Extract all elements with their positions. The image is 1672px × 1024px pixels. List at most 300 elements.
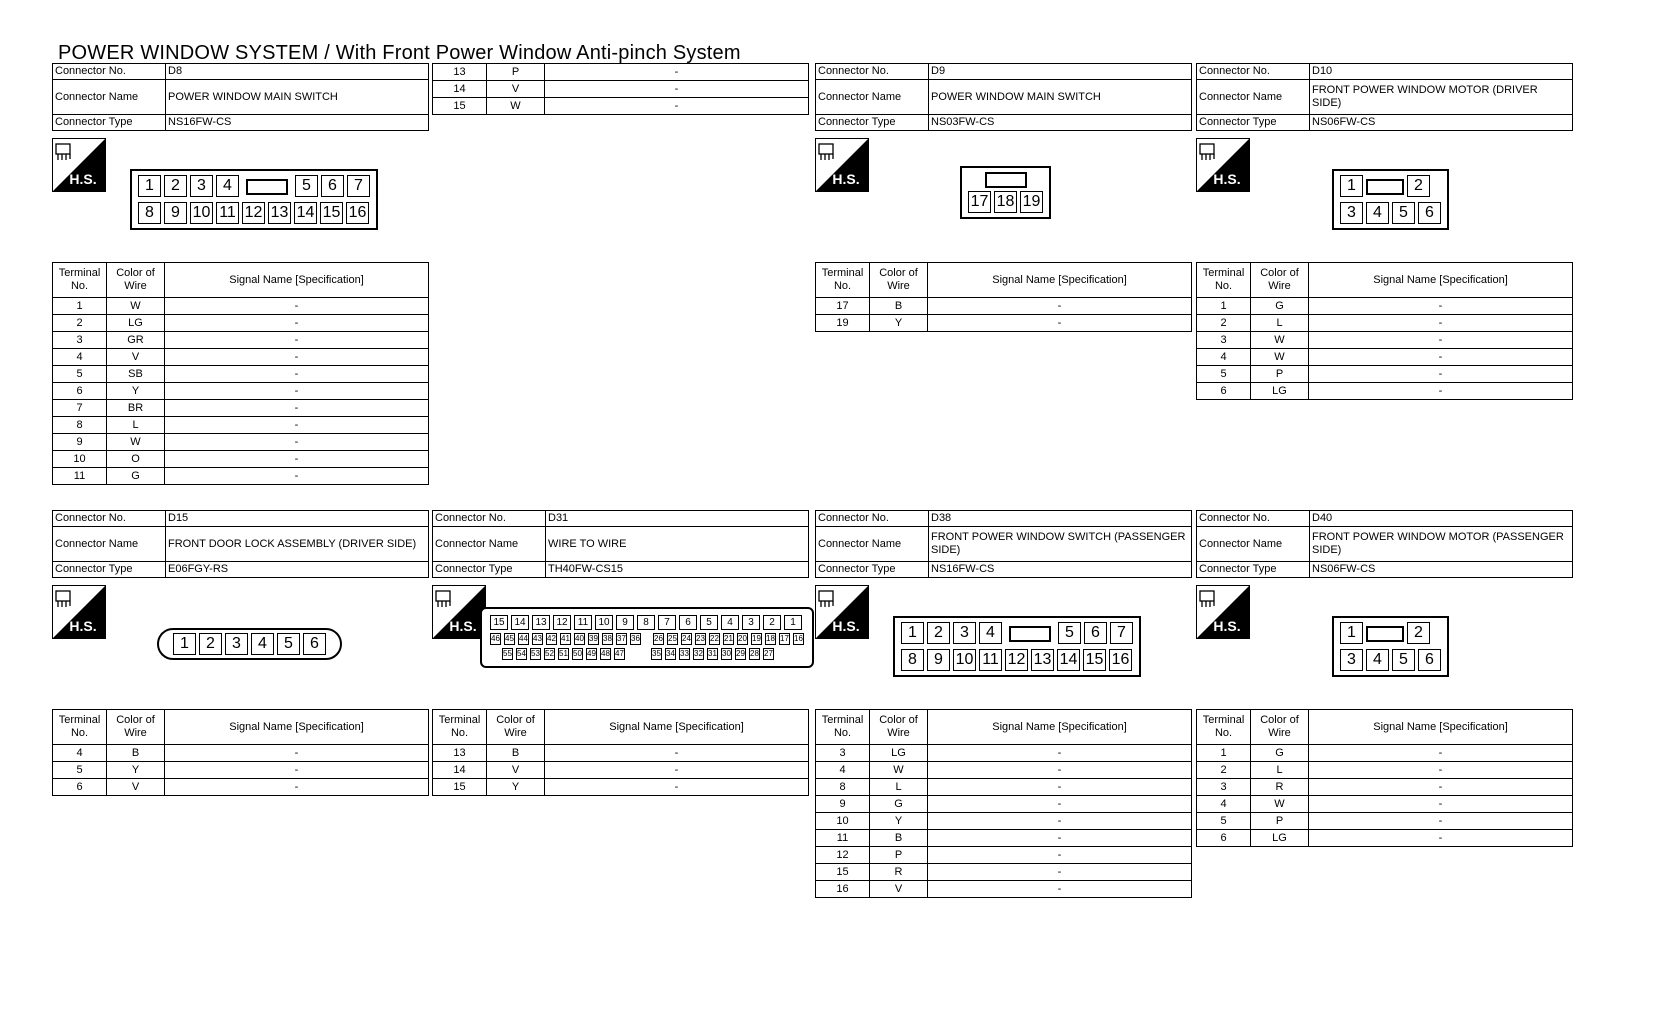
wire-color: B bbox=[107, 745, 165, 762]
connector-pin: 30 bbox=[722, 649, 731, 658]
connector-pin: 41 bbox=[561, 634, 570, 643]
connector-d10-block bbox=[1196, 63, 1573, 400]
wire-color-header: Color of Wire bbox=[870, 710, 928, 745]
wire-color: BR bbox=[107, 400, 165, 417]
connector-pin-row bbox=[490, 633, 804, 645]
connector-no-value: D38 bbox=[929, 511, 1192, 527]
connector-pin: 3 bbox=[190, 175, 213, 197]
signal-name: - bbox=[165, 315, 429, 332]
connector-pin: 55 bbox=[503, 649, 512, 658]
connector-pin: 26 bbox=[654, 634, 663, 643]
connector-d40-block bbox=[1196, 510, 1573, 847]
harness-side-icon bbox=[432, 585, 486, 639]
terminal-no: 1 bbox=[1197, 298, 1251, 315]
connector-name-label: Connector Name bbox=[816, 527, 929, 562]
table-row bbox=[816, 762, 1192, 779]
connector-pin: 13 bbox=[532, 615, 550, 630]
connector-pin: 50 bbox=[573, 649, 582, 658]
signal-name: - bbox=[165, 468, 429, 485]
terminal-header-row bbox=[816, 710, 1192, 745]
terminal-no: 4 bbox=[1197, 349, 1251, 366]
wire-color: P bbox=[1251, 366, 1309, 383]
connector-pin: 5 bbox=[1058, 622, 1081, 644]
connector-pin: 36 bbox=[631, 634, 640, 643]
terminal-no: 8 bbox=[816, 779, 870, 796]
connector-pin: 34 bbox=[666, 649, 675, 658]
header-row bbox=[53, 64, 429, 80]
connector-name-value: FRONT POWER WINDOW MOTOR (DRIVER SIDE) bbox=[1310, 80, 1573, 115]
connector-type-label: Connector Type bbox=[1197, 562, 1310, 578]
connector-pin: 2 bbox=[199, 633, 222, 655]
connector-no-value: D15 bbox=[166, 511, 429, 527]
connector-pin: 32 bbox=[694, 649, 703, 658]
table-row bbox=[816, 779, 1192, 796]
terminal-no: 3 bbox=[1197, 332, 1251, 349]
connector-pin-row bbox=[1340, 649, 1441, 671]
svg-text:H.S.: H.S. bbox=[1213, 618, 1241, 634]
connector-pin: 18 bbox=[766, 634, 775, 643]
connector-pin: 9 bbox=[616, 615, 634, 630]
signal-name: - bbox=[545, 64, 809, 81]
terminal-table bbox=[815, 709, 1192, 898]
terminal-no: 12 bbox=[816, 847, 870, 864]
table-row bbox=[816, 864, 1192, 881]
header-row bbox=[433, 562, 809, 578]
connector-pin: 20 bbox=[738, 634, 747, 643]
terminal-header-row bbox=[1197, 263, 1573, 298]
connector-pin: 31 bbox=[708, 649, 717, 658]
header-row bbox=[816, 511, 1192, 527]
connector-pin: 2 bbox=[164, 175, 187, 197]
table-row bbox=[53, 349, 429, 366]
connector-pin: 11 bbox=[574, 615, 592, 630]
signal-name: - bbox=[1309, 779, 1573, 796]
wire-color: W bbox=[1251, 349, 1309, 366]
wire-color: G bbox=[1251, 745, 1309, 762]
terminal-no: 3 bbox=[816, 745, 870, 762]
page-title: POWER WINDOW SYSTEM / With Front Power Window Anti-pinch System bbox=[58, 42, 741, 64]
connector-pin: 23 bbox=[696, 634, 705, 643]
connector-pin: 10 bbox=[190, 202, 213, 224]
wire-color: B bbox=[487, 745, 545, 762]
connector-pin: 4 bbox=[251, 633, 274, 655]
connector-pin: 19 bbox=[752, 634, 761, 643]
connector-pin: 7 bbox=[1110, 622, 1133, 644]
connector-type-value: NS06FW-CS bbox=[1310, 115, 1573, 131]
connector-pin: 5 bbox=[700, 615, 718, 630]
connector-pin-row bbox=[173, 633, 326, 655]
connector-face bbox=[960, 166, 1051, 219]
header-row bbox=[53, 80, 429, 115]
connector-pin-row bbox=[1340, 175, 1441, 199]
table-row bbox=[816, 847, 1192, 864]
wire-color: L bbox=[1251, 762, 1309, 779]
connector-header-table bbox=[1196, 63, 1573, 131]
terminal-no: 5 bbox=[1197, 813, 1251, 830]
terminal-no: 15 bbox=[433, 98, 487, 115]
wire-color: L bbox=[870, 779, 928, 796]
connector-name-label: Connector Name bbox=[1197, 527, 1310, 562]
harness-side-icon bbox=[52, 585, 106, 639]
connector-pin: 5 bbox=[295, 175, 318, 197]
connector-type-label: Connector Type bbox=[1197, 115, 1310, 131]
header-row bbox=[1197, 527, 1573, 562]
connector-pin: 13 bbox=[1031, 649, 1054, 671]
wire-color: V bbox=[107, 779, 165, 796]
wire-color: LG bbox=[1251, 383, 1309, 400]
connector-d38-block bbox=[815, 510, 1192, 898]
connector-pin: 11 bbox=[979, 649, 1002, 671]
connector-face bbox=[1332, 169, 1449, 230]
connector-header-table bbox=[432, 510, 809, 578]
wire-color: W bbox=[487, 98, 545, 115]
connector-name-label: Connector Name bbox=[53, 527, 166, 562]
signal-name: - bbox=[165, 434, 429, 451]
connector-pin: 16 bbox=[1109, 649, 1132, 671]
connector-illustration-area bbox=[52, 578, 429, 709]
table-row bbox=[433, 745, 809, 762]
connector-pin: 25 bbox=[668, 634, 677, 643]
wire-color: W bbox=[107, 434, 165, 451]
connector-latch bbox=[1366, 179, 1404, 195]
header-row bbox=[816, 527, 1192, 562]
connector-name-label: Connector Name bbox=[816, 80, 929, 115]
table-row bbox=[1197, 813, 1573, 830]
connector-pin: 8 bbox=[637, 615, 655, 630]
table-row bbox=[1197, 779, 1573, 796]
terminal-table bbox=[1196, 262, 1573, 400]
terminal-no: 15 bbox=[816, 864, 870, 881]
connector-pin: 3 bbox=[742, 615, 760, 630]
header-row bbox=[1197, 115, 1573, 131]
terminal-no: 9 bbox=[816, 796, 870, 813]
connector-pin: 52 bbox=[545, 649, 554, 658]
connector-pin: 6 bbox=[303, 633, 326, 655]
header-row bbox=[816, 562, 1192, 578]
connector-pin: 3 bbox=[225, 633, 248, 655]
connector-type-label: Connector Type bbox=[816, 115, 929, 131]
connector-pin: 17 bbox=[968, 191, 991, 213]
signal-name: - bbox=[928, 762, 1192, 779]
header-row bbox=[433, 527, 809, 562]
wire-color-header: Color of Wire bbox=[487, 710, 545, 745]
connector-pin: 2 bbox=[1407, 622, 1430, 644]
connector-illustration-area bbox=[815, 578, 1192, 709]
connector-illustration-area bbox=[1196, 131, 1573, 262]
connector-pin: 5 bbox=[1392, 649, 1415, 671]
wire-color: L bbox=[107, 417, 165, 434]
svg-text:H.S.: H.S. bbox=[449, 618, 477, 634]
connector-face bbox=[130, 169, 378, 230]
signal-name: - bbox=[165, 762, 429, 779]
connector-pin: 4 bbox=[216, 175, 239, 197]
connector-pin: 2 bbox=[927, 622, 950, 644]
table-row bbox=[53, 383, 429, 400]
signal-name-header: Signal Name [Specification] bbox=[165, 263, 429, 298]
connector-pin: 51 bbox=[559, 649, 568, 658]
connector-type-value: TH40FW-CS15 bbox=[546, 562, 809, 578]
wire-color: B bbox=[870, 830, 928, 847]
terminal-no: 10 bbox=[816, 813, 870, 830]
terminal-no: 1 bbox=[1197, 745, 1251, 762]
table-row bbox=[433, 81, 809, 98]
harness-side-icon bbox=[815, 138, 869, 192]
signal-name: - bbox=[165, 349, 429, 366]
connector-face bbox=[893, 616, 1141, 677]
connector-pin: 29 bbox=[736, 649, 745, 658]
signal-name: - bbox=[1309, 332, 1573, 349]
connector-pin: 4 bbox=[1366, 649, 1389, 671]
wire-color: R bbox=[1251, 779, 1309, 796]
connector-pin-row bbox=[901, 622, 1133, 646]
terminal-no: 1 bbox=[53, 298, 107, 315]
connector-pin: 37 bbox=[617, 634, 626, 643]
wire-color: O bbox=[107, 451, 165, 468]
connector-no-value: D10 bbox=[1310, 64, 1573, 80]
connector-name-value: FRONT POWER WINDOW MOTOR (PASSENGER SIDE) bbox=[1310, 527, 1573, 562]
table-row bbox=[1197, 298, 1573, 315]
connector-type-label: Connector Type bbox=[53, 562, 166, 578]
connector-header-table bbox=[52, 63, 429, 131]
connector-pin: 40 bbox=[575, 634, 584, 643]
connector-pin-row bbox=[138, 175, 370, 199]
terminal-no-header: Terminal No. bbox=[53, 710, 107, 745]
table-row bbox=[53, 400, 429, 417]
table-row bbox=[1197, 830, 1573, 847]
connector-type-value: E06FGY-RS bbox=[166, 562, 429, 578]
terminal-table bbox=[52, 262, 429, 485]
connector-pin: 13 bbox=[268, 202, 291, 224]
connector-pin: 12 bbox=[553, 615, 571, 630]
header-row bbox=[1197, 64, 1573, 80]
terminal-no: 14 bbox=[433, 762, 487, 779]
connector-name-value: WIRE TO WIRE bbox=[546, 527, 809, 562]
terminal-no: 7 bbox=[53, 400, 107, 417]
connector-pin: 5 bbox=[277, 633, 300, 655]
terminal-no: 3 bbox=[53, 332, 107, 349]
connector-face bbox=[157, 628, 342, 660]
signal-name: - bbox=[165, 417, 429, 434]
terminal-no: 2 bbox=[1197, 762, 1251, 779]
connector-pin-group bbox=[490, 633, 641, 645]
connector-pin: 14 bbox=[511, 615, 529, 630]
wire-color: P bbox=[870, 847, 928, 864]
connector-pin-group bbox=[502, 648, 625, 660]
terminal-no: 2 bbox=[53, 315, 107, 332]
header-row bbox=[1197, 511, 1573, 527]
terminal-no: 9 bbox=[53, 434, 107, 451]
connector-d15-block bbox=[52, 510, 429, 796]
connector-pin: 3 bbox=[1340, 649, 1363, 671]
header-row bbox=[433, 511, 809, 527]
connector-pin: 1 bbox=[1340, 622, 1363, 644]
connector-pin: 15 bbox=[490, 615, 508, 630]
signal-name: - bbox=[928, 830, 1192, 847]
terminal-no: 15 bbox=[433, 779, 487, 796]
signal-name: - bbox=[165, 298, 429, 315]
wire-color: V bbox=[487, 81, 545, 98]
connector-type-label: Connector Type bbox=[816, 562, 929, 578]
connector-no-value: D40 bbox=[1310, 511, 1573, 527]
connector-pin: 6 bbox=[321, 175, 344, 197]
terminal-no: 10 bbox=[53, 451, 107, 468]
table-row bbox=[53, 745, 429, 762]
connector-pin: 21 bbox=[724, 634, 733, 643]
wire-color: Y bbox=[487, 779, 545, 796]
connector-pin: 11 bbox=[216, 202, 239, 224]
terminal-no: 19 bbox=[816, 315, 870, 332]
connector-pin: 2 bbox=[763, 615, 781, 630]
connector-name-value: FRONT POWER WINDOW SWITCH (PASSENGER SIDE) bbox=[929, 527, 1192, 562]
svg-text:H.S.: H.S. bbox=[69, 618, 97, 634]
signal-name: - bbox=[1309, 366, 1573, 383]
connector-pin: 8 bbox=[138, 202, 161, 224]
connector-type-value: NS16FW-CS bbox=[166, 115, 429, 131]
connector-latch bbox=[246, 179, 288, 195]
table-row bbox=[1197, 332, 1573, 349]
table-row bbox=[53, 332, 429, 349]
signal-name: - bbox=[1309, 383, 1573, 400]
terminal-no: 6 bbox=[1197, 383, 1251, 400]
wire-color: W bbox=[107, 298, 165, 315]
connector-illustration-area bbox=[1196, 578, 1573, 709]
connector-pin: 1 bbox=[784, 615, 802, 630]
connector-header-table bbox=[52, 510, 429, 578]
terminal-no: 6 bbox=[1197, 830, 1251, 847]
wire-color: R bbox=[870, 864, 928, 881]
signal-name-header: Signal Name [Specification] bbox=[928, 710, 1192, 745]
terminal-no-header: Terminal No. bbox=[1197, 263, 1251, 298]
terminal-no-header: Terminal No. bbox=[816, 263, 870, 298]
connector-pin: 19 bbox=[1020, 191, 1043, 213]
table-row bbox=[1197, 796, 1573, 813]
signal-name: - bbox=[545, 762, 809, 779]
connector-no-value: D31 bbox=[546, 511, 809, 527]
signal-name: - bbox=[165, 400, 429, 417]
svg-text:H.S.: H.S. bbox=[69, 171, 97, 187]
connector-pin: 38 bbox=[603, 634, 612, 643]
connector-no-label: Connector No. bbox=[1197, 511, 1310, 527]
terminal-no-header: Terminal No. bbox=[1197, 710, 1251, 745]
connector-type-value: NS16FW-CS bbox=[929, 562, 1192, 578]
signal-name: - bbox=[1309, 298, 1573, 315]
harness-side-icon bbox=[1196, 585, 1250, 639]
connector-pin: 46 bbox=[491, 634, 500, 643]
connector-pin-row bbox=[968, 191, 1043, 213]
terminal-table bbox=[1196, 709, 1573, 847]
terminal-no-header: Terminal No. bbox=[816, 710, 870, 745]
connector-pin: 1 bbox=[138, 175, 161, 197]
header-row bbox=[53, 562, 429, 578]
table-row bbox=[816, 745, 1192, 762]
connector-no-label: Connector No. bbox=[53, 64, 166, 80]
connector-no-value: D9 bbox=[929, 64, 1192, 80]
terminal-no: 5 bbox=[1197, 366, 1251, 383]
connector-pin: 17 bbox=[780, 634, 789, 643]
wire-color-header: Color of Wire bbox=[870, 263, 928, 298]
connector-pin: 10 bbox=[595, 615, 613, 630]
table-row bbox=[53, 298, 429, 315]
connector-d8-continued-block bbox=[432, 63, 809, 115]
wire-color: V bbox=[870, 881, 928, 898]
table-row bbox=[53, 762, 429, 779]
terminal-table bbox=[815, 262, 1192, 332]
signal-name: - bbox=[928, 847, 1192, 864]
connector-pin: 16 bbox=[794, 634, 803, 643]
signal-name-header: Signal Name [Specification] bbox=[1309, 263, 1573, 298]
table-row bbox=[1197, 366, 1573, 383]
wire-color: W bbox=[1251, 796, 1309, 813]
terminal-no: 4 bbox=[53, 349, 107, 366]
wire-color: LG bbox=[870, 745, 928, 762]
signal-name: - bbox=[1309, 796, 1573, 813]
connector-pin: 10 bbox=[953, 649, 976, 671]
connector-face bbox=[1332, 616, 1449, 677]
wire-color: LG bbox=[1251, 830, 1309, 847]
signal-name-header: Signal Name [Specification] bbox=[165, 710, 429, 745]
connector-pin: 15 bbox=[320, 202, 343, 224]
wire-color: Y bbox=[870, 315, 928, 332]
terminal-no: 5 bbox=[53, 366, 107, 383]
terminal-no: 13 bbox=[433, 745, 487, 762]
signal-name: - bbox=[1309, 762, 1573, 779]
connector-face bbox=[480, 607, 814, 668]
terminal-header-row bbox=[53, 263, 429, 298]
connector-pin: 6 bbox=[679, 615, 697, 630]
connector-pin: 1 bbox=[1340, 175, 1363, 197]
connector-latch bbox=[1009, 626, 1051, 642]
connector-pin-row bbox=[1340, 622, 1441, 646]
table-row bbox=[816, 298, 1192, 315]
connector-pin: 15 bbox=[1083, 649, 1106, 671]
connector-latch bbox=[1366, 626, 1404, 642]
connector-pin: 7 bbox=[658, 615, 676, 630]
connector-pin: 1 bbox=[901, 622, 924, 644]
terminal-no: 17 bbox=[816, 298, 870, 315]
connector-name-label: Connector Name bbox=[53, 80, 166, 115]
wire-color: GR bbox=[107, 332, 165, 349]
table-row bbox=[53, 451, 429, 468]
connector-pin: 48 bbox=[601, 649, 610, 658]
terminal-no-header: Terminal No. bbox=[53, 263, 107, 298]
terminal-no: 8 bbox=[53, 417, 107, 434]
table-row bbox=[53, 315, 429, 332]
table-row bbox=[53, 417, 429, 434]
connector-no-label: Connector No. bbox=[816, 64, 929, 80]
connector-type-value: NS06FW-CS bbox=[1310, 562, 1573, 578]
connector-d8-block bbox=[52, 63, 429, 485]
wire-color: P bbox=[487, 64, 545, 81]
header-row bbox=[816, 64, 1192, 80]
connector-pin: 43 bbox=[533, 634, 542, 643]
wire-color: L bbox=[1251, 315, 1309, 332]
connector-no-label: Connector No. bbox=[1197, 64, 1310, 80]
header-row bbox=[53, 511, 429, 527]
connector-name-value: POWER WINDOW MAIN SWITCH bbox=[166, 80, 429, 115]
wire-color-header: Color of Wire bbox=[107, 263, 165, 298]
table-row bbox=[1197, 383, 1573, 400]
connector-pin: 12 bbox=[1005, 649, 1028, 671]
connector-pin: 39 bbox=[589, 634, 598, 643]
connector-pin-group bbox=[653, 633, 804, 645]
connector-header-table bbox=[815, 63, 1192, 131]
connector-header-table bbox=[1196, 510, 1573, 578]
terminal-table bbox=[52, 709, 429, 796]
terminal-no: 11 bbox=[53, 468, 107, 485]
terminal-table bbox=[432, 709, 809, 796]
connector-pin: 3 bbox=[1340, 202, 1363, 224]
connector-pin: 8 bbox=[901, 649, 924, 671]
